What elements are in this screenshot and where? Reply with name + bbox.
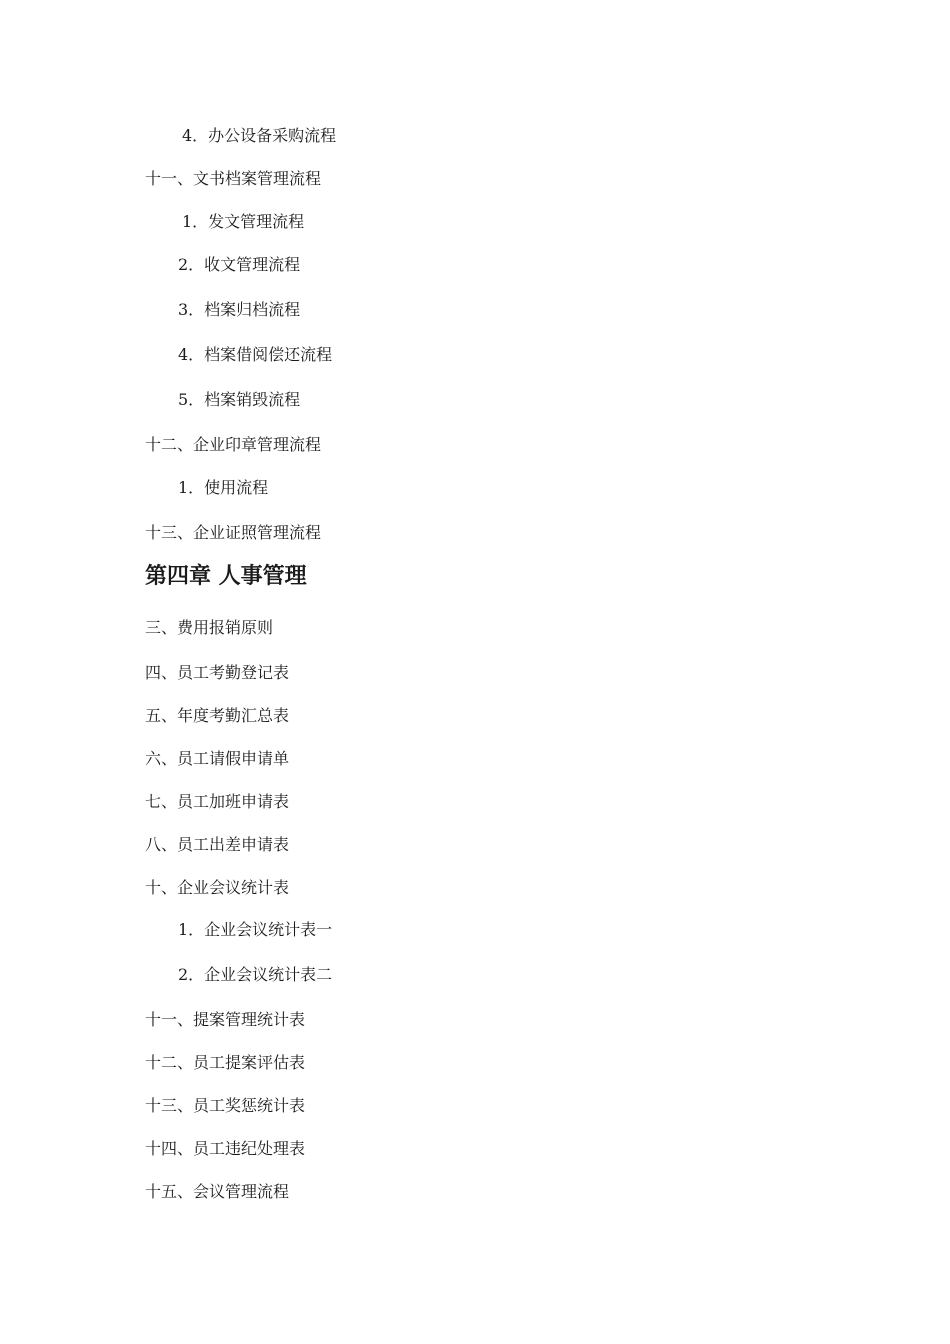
toc-entry-l1: 七、员工加班申请表 bbox=[145, 792, 290, 811]
toc-entry-l2: 4．档案借阅偿还流程 bbox=[178, 345, 333, 364]
toc-entry-l1: 十、企业会议统计表 bbox=[145, 878, 290, 897]
toc-entry-l2: 1．使用流程 bbox=[178, 478, 269, 497]
toc-entry-l1: 六、员工请假申请单 bbox=[145, 749, 290, 768]
toc-entry-l2: 1．发文管理流程 bbox=[182, 212, 305, 231]
toc-entry-l2: 2．企业会议统计表二 bbox=[178, 965, 333, 984]
toc-entry-l2: 4．办公设备采购流程 bbox=[182, 126, 337, 145]
toc-entry-l1: 十一、提案管理统计表 bbox=[145, 1010, 306, 1029]
toc-entry-l2: 2．收文管理流程 bbox=[178, 255, 301, 274]
toc-entry-l1: 十四、员工违纪处理表 bbox=[145, 1139, 306, 1158]
toc-entry-l1: 十五、会议管理流程 bbox=[145, 1182, 290, 1201]
toc-entry-l1: 十三、员工奖惩统计表 bbox=[145, 1096, 306, 1115]
toc-entry-l1: 十三、企业证照管理流程 bbox=[145, 523, 322, 542]
toc-entry-l2: 3．档案归档流程 bbox=[178, 300, 301, 319]
toc-entry-l1: 十二、企业印章管理流程 bbox=[145, 435, 322, 454]
toc-entry-l1: 十一、文书档案管理流程 bbox=[145, 169, 322, 188]
toc-entry-l1: 十二、员工提案评估表 bbox=[145, 1053, 306, 1072]
toc-entry-l1: 三、费用报销原则 bbox=[145, 618, 274, 637]
chapter-heading: 第四章 人事管理 bbox=[145, 564, 307, 589]
toc-entry-l1: 八、员工出差申请表 bbox=[145, 835, 290, 854]
toc-entry-l1: 四、员工考勤登记表 bbox=[145, 663, 290, 682]
toc-entry-l1: 五、年度考勤汇总表 bbox=[145, 706, 290, 725]
toc-entry-l2: 1．企业会议统计表一 bbox=[178, 920, 333, 939]
toc-entry-l2: 5．档案销毁流程 bbox=[178, 390, 301, 409]
